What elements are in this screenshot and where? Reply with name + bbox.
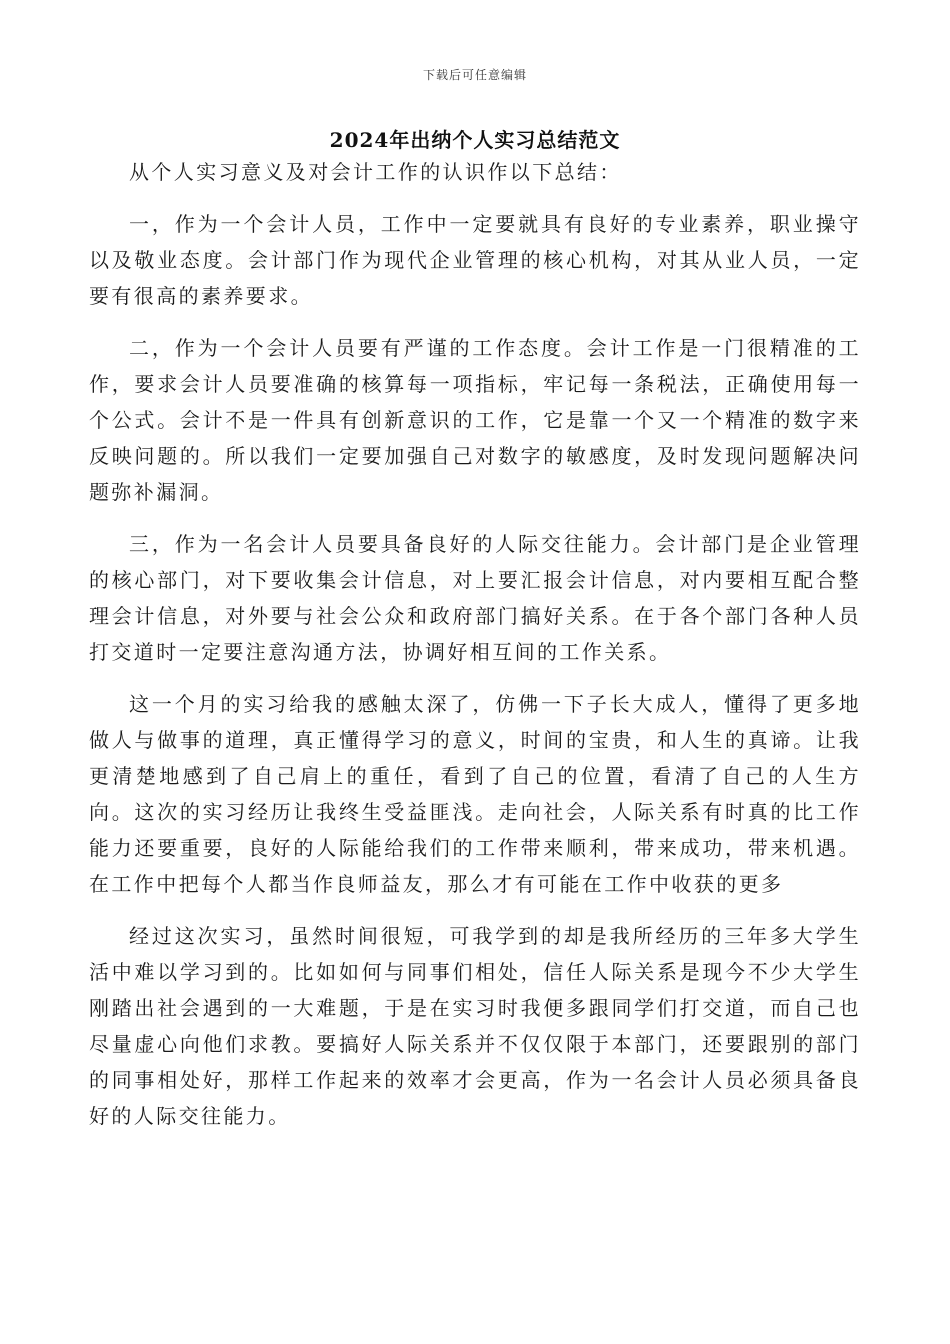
paragraph-1: 一，作为一个会计人员，工作中一定要就具有良好的专业素养，职业操守以及敬业态度。会计部门作为现代企业管理的核心机构，对其从业人员，一定要有很高的素养要求。	[89, 212, 861, 308]
document-title: 2024年出纳个人实习总结范文	[329, 128, 621, 152]
document-body	[89, 154, 861, 1134]
paragraph-5: 经过这次实习，虽然时间很短，可我学到的却是我所经历的三年多大学生活中难以学习到的。比如如何与同事们相处，信任人际关系是现今不少大学生刚踏出社会遇到的一大难题，于是在实习时我便多跟同学们打交道，而自己也尽量虚心向他们求教。要搞好人际关系并不仅仅限于本部门，还要跟别的部门的同事相处好，那样工作起来的效率才会更高，作为一名会计人员必须具备良好的人际交往能力。	[89, 924, 861, 1128]
paragraph-4: 这一个月的实习给我的感触太深了，仿佛一下子长大成人，懂得了更多地做人与做事的道理，真正懂得学习的意义，时间的宝贵，和人生的真谛。让我更清楚地感到了自己肩上的重任，看到了自己的位置，看清了自己的人生方向。这次的实习经历让我终生受益匪浅。走向社会，人际关系有时真的比工作能力还要重要，良好的人际能给我们的工作带来顺利，带来成功，带来机遇。在工作中把每个人都当作良师益友，那么才有可能在工作中收获的更多	[89, 692, 861, 896]
header-note: 下载后可任意编辑	[422, 68, 527, 82]
paragraph-2: 二，作为一个会计人员要有严谨的工作态度。会计工作是一门很精准的工作，要求会计人员要准确的核算每一项指标，牢记每一条税法，正确使用每一个公式。会计不是一件具有创新意识的工作，它是靠一个又一个精准的数字来反映问题的。所以我们一定要加强自己对数字的敏感度，及时发现问题解决问题弥补漏洞。	[89, 336, 861, 504]
paragraph-3: 三，作为一名会计人员要具备良好的人际交往能力。会计部门是企业管理的核心部门，对下要收集会计信息，对上要汇报会计信息，对内要相互配合整理会计信息，对外要与社会公众和政府部门搞好关系。在于各个部门各种人员打交道时一定要注意沟通方法，协调好相互间的工作关系。	[89, 532, 861, 664]
paragraph-intro: 从个人实习意义及对会计工作的认识作以下总结：	[129, 160, 622, 184]
